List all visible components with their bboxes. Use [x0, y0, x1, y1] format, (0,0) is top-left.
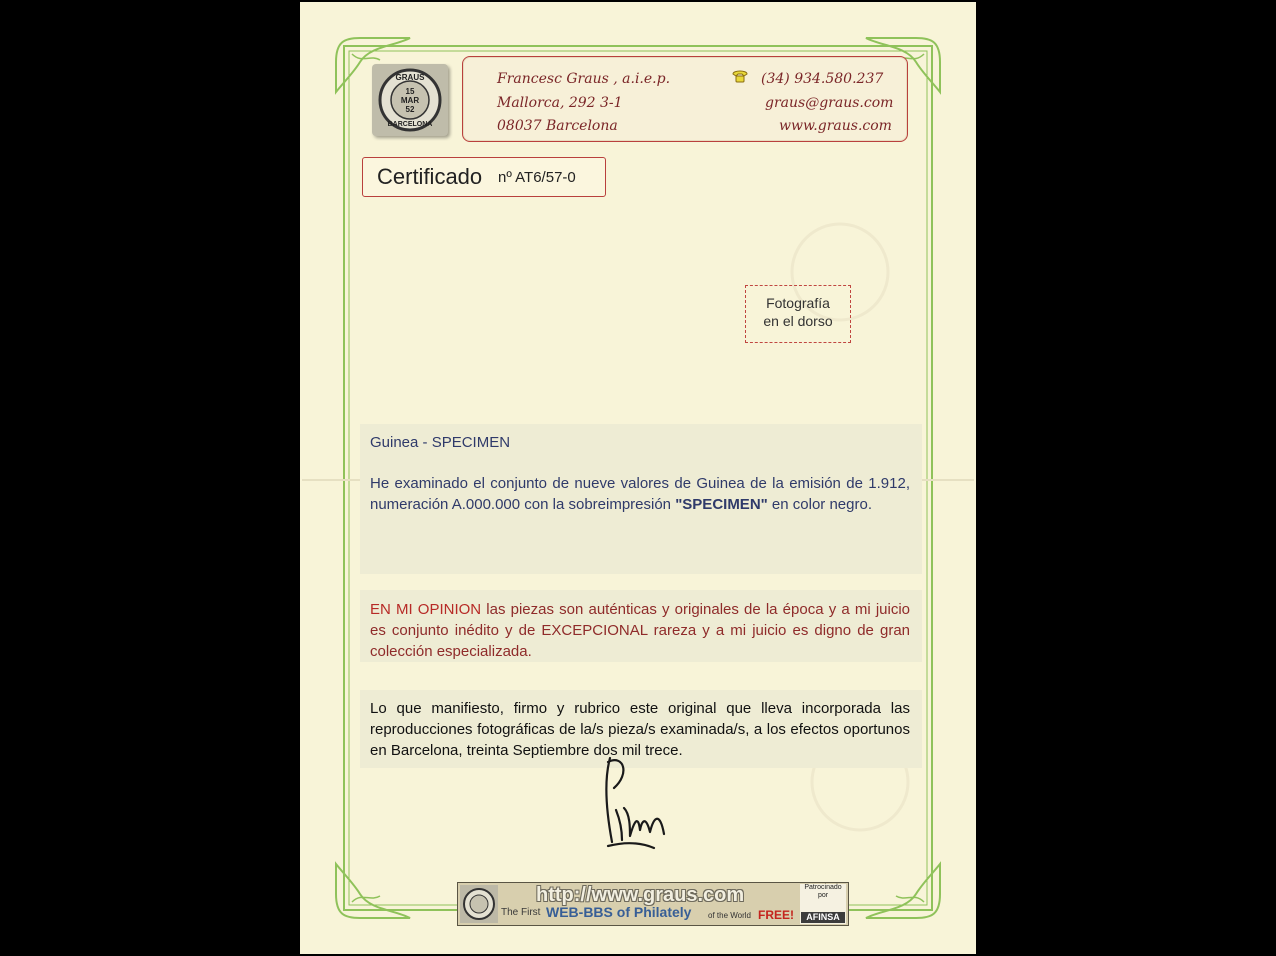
banner-free: FREE! — [758, 908, 794, 922]
letterhead-street: Mallorca, 292 3-1 — [497, 95, 623, 111]
opinion-text: las piezas son auténticas y originales de la época y a mi juicio es conjunto inédito y de EXCEPCIONAL rareza y a mi juicio es digno de gran colección especializada. — [370, 601, 910, 660]
certificate-subject: Guinea - SPECIMEN — [370, 434, 511, 451]
exam-specimen: "SPECIMEN" — [675, 496, 768, 513]
graus-banner[interactable] — [457, 882, 849, 926]
graus-seal — [372, 64, 448, 136]
photo-note-line1: Fotografía — [766, 295, 830, 311]
letterhead-name: Francesc Graus , a.i.e.p. — [497, 71, 671, 87]
banner-world: of the World — [708, 911, 751, 920]
seal-month: MAR — [400, 96, 420, 105]
certificate-title: Certificado — [377, 164, 483, 189]
photo-note — [745, 285, 851, 343]
seal-year: 52 — [405, 105, 415, 114]
letterhead — [462, 56, 908, 142]
banner-web-bbs: WEB-BBS of Philately — [546, 904, 692, 920]
handwritten-signature — [600, 750, 670, 854]
exam-text-after: en color negro. — [767, 496, 872, 513]
phone-icon — [731, 69, 749, 83]
seal-day: 15 — [405, 87, 415, 96]
seal-bottom-text: BARCELONA — [387, 121, 433, 128]
exam-text-before: He examinado el conjunto de nueve valores de Guinea de la emisión de 1.912, numeración A.000.000 con la sobreimpresión — [370, 475, 910, 513]
letterhead-phone: (34) 934.580.237 — [761, 71, 884, 87]
letterhead-city: 08037 Barcelona — [497, 118, 618, 134]
letterhead-web[interactable]: www.graus.com — [779, 118, 892, 134]
opinion-lead: EN MI OPINION — [370, 601, 482, 618]
banner-url[interactable]: http://www.graus.com — [536, 884, 745, 906]
photo-note-line2: en el dorso — [763, 313, 833, 329]
seal-top-text: GRAUS — [395, 73, 425, 82]
sponsor-line2: por — [817, 892, 829, 899]
afinsa-logo: AFINSA — [801, 912, 845, 923]
banner-seal-logo — [460, 885, 498, 923]
closing-paragraph: Lo que manifiesto, firmo y rubrico este original que lleva incorporada las reproducciones fotográficas de la/s pieza/s examinada/s, a los efectos oportunos en Barcelona, treinta Septiembre dos mil trece. — [370, 700, 910, 759]
certificate-page — [300, 2, 976, 954]
banner-sponsor — [800, 884, 846, 924]
banner-tagline: The First — [501, 907, 541, 918]
letterhead-email[interactable]: graus@graus.com — [765, 95, 894, 111]
certificate-title-box — [362, 157, 606, 197]
examination-paragraph — [370, 473, 910, 515]
sponsor-line1: Patrocinado — [804, 884, 842, 891]
certificate-number: nº AT6/57-0 — [498, 169, 576, 186]
opinion-paragraph — [370, 599, 910, 662]
